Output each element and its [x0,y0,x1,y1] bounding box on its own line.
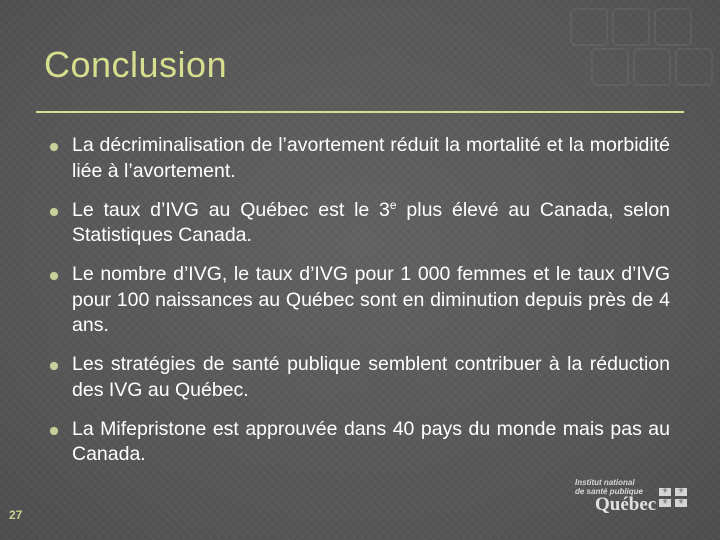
bullet-dot-icon [50,208,58,216]
superscript: e [389,197,397,212]
slide-title: Conclusion [44,44,228,85]
page-number: 27 [9,508,23,522]
bullet-dot-icon [50,427,58,435]
bullet-item: Le nombre d’IVG, le taux d’IVG pour 1 000 femmes et le taux d’IVG pour 100 naissances au Québec sont en diminution depuis près de 4 ans. [50,262,670,339]
bullet-item: Le taux d’IVG au Québec est le 3e plus élevé au Canada, selon Statistiques Canada. [50,198,670,249]
bullet-dot-icon [50,143,58,151]
bullet-item: La décriminalisation de l’avortement réduit la mortalité et la morbidité liée à l’avortement. [50,133,670,184]
bullet-dot-icon [50,362,58,370]
logo-name: Québec [595,494,657,515]
bullet-item: Les stratégies de santé publique semblent contribuer à la réduction des IVG au Québec. [50,352,670,403]
title-underline [36,111,684,113]
inspq-logo [575,476,695,521]
decorative-squares [550,0,720,110]
logo-line-1: Institut national [575,478,635,487]
logo-line-2: de santé publique [575,487,644,496]
bullet-item: La Mifepristone est approuvée dans 40 pays du monde mais pas au Canada. [50,417,670,468]
fleurdelise-flag-icon: ⚜ ⚜ ⚜ ⚜ [659,488,689,508]
bullet-dot-icon [50,272,58,280]
bullet-list [50,133,670,481]
